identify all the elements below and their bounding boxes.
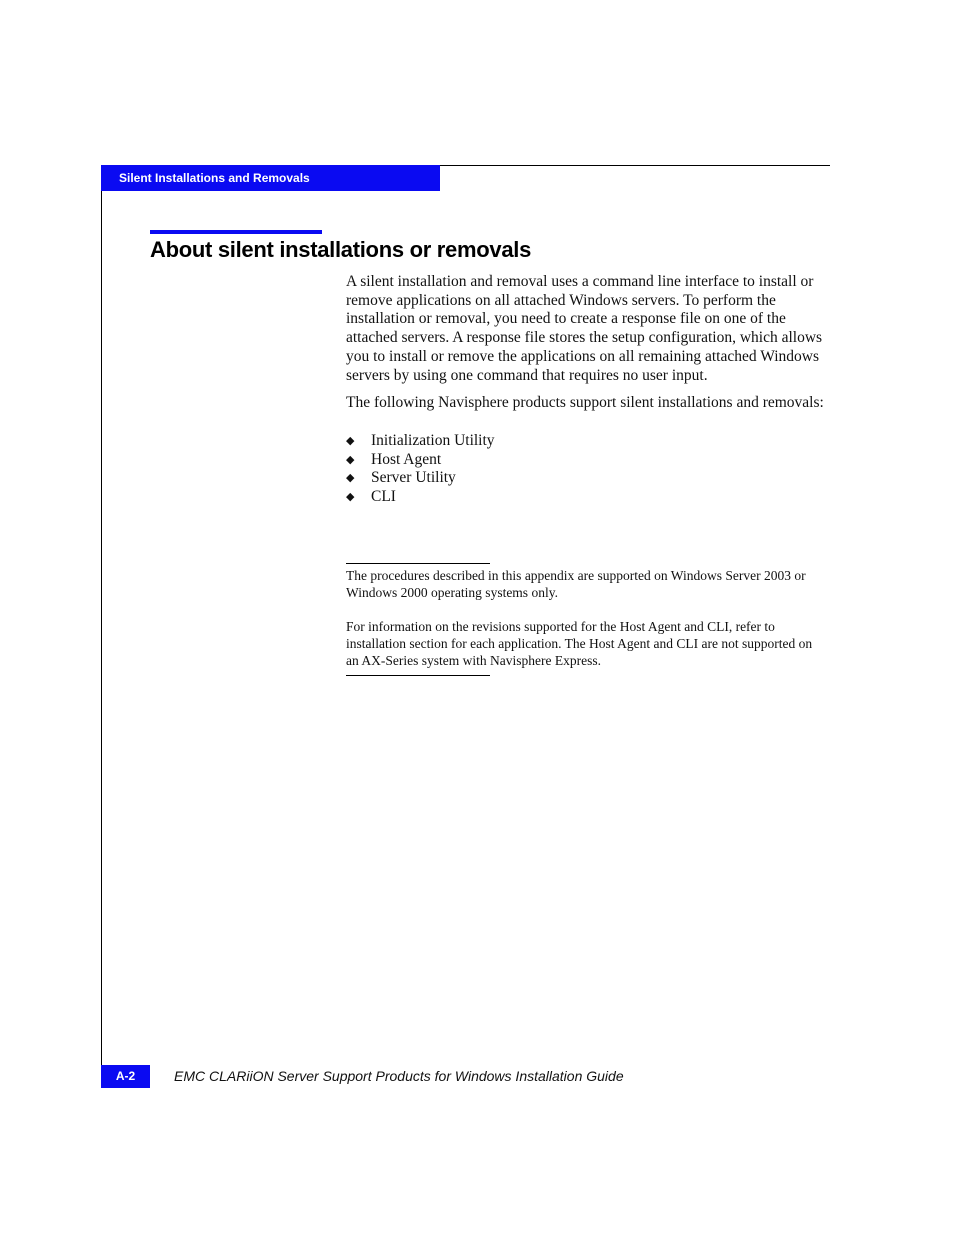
list-item-label: Host Agent <box>371 450 442 468</box>
intro-paragraph: A silent installation and removal uses a command line interface to install or remove applications on all attached Windows servers. To perform the installation or removal, you need to create a response file on one of the attached servers. A response file stores the setup configuration, which allows you to install or remove the applications on all remaining attached Windows servers by using one command that requires no user input. <box>346 273 823 384</box>
margin-rule <box>101 165 102 1088</box>
note-bottom-rule <box>346 675 490 676</box>
list-item-label: Initialization Utility <box>371 431 495 449</box>
list-item <box>346 488 824 507</box>
section-header-tab: Silent Installations and Removals <box>101 165 440 191</box>
list-item-label: Server Utility <box>371 469 456 487</box>
diamond-bullet-icon: ◆ <box>346 453 355 466</box>
body-column <box>346 273 824 507</box>
diamond-bullet-icon: ◆ <box>346 472 355 485</box>
product-list <box>346 432 824 507</box>
page-number: A-2 <box>101 1065 150 1088</box>
list-item <box>346 469 824 488</box>
note-top-rule <box>346 563 490 564</box>
diamond-bullet-icon: ◆ <box>346 434 355 447</box>
page-title: About silent installations or removals <box>150 237 532 262</box>
footer-doc-title: EMC CLARiiON Server Support Products for Windows Installation Guide <box>174 1068 624 1084</box>
note-paragraph: The procedures described in this appendix are supported on Windows Server 2003 or Windows 2000 operating systems only. <box>346 568 806 600</box>
list-item <box>346 432 824 451</box>
list-item <box>346 451 824 470</box>
products-paragraph: The following Navisphere products support silent installations and removals: <box>346 394 824 412</box>
note-paragraph: For information on the revisions supported for the Host Agent and CLI, refer to installation section for each application. The Host Agent and CLI are not supported on an AX-Series system with Navisphere Express. <box>346 619 813 668</box>
diamond-bullet-icon: ◆ <box>346 491 355 504</box>
list-item-label: CLI <box>371 488 396 506</box>
